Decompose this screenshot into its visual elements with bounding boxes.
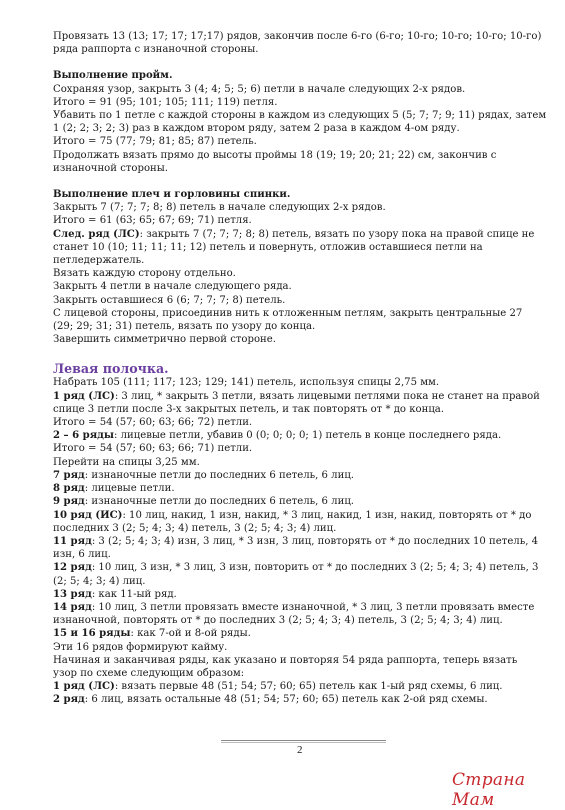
- row-label: 7 ряд: [53, 469, 85, 481]
- row-label: 12 ряд: [53, 562, 92, 574]
- text-line: [53, 495, 533, 508]
- text-line: Эти 16 рядов формируют кайму.: [53, 641, 228, 653]
- text-line: Итого = 54 (57; 60; 63; 66; 72) петли.: [53, 417, 253, 429]
- text-line: станет 10 (10; 11; 11; 11; 12) петель и повернуть, отложив оставшиеся петли на: [53, 241, 483, 253]
- row-label: 9 ряд: [53, 496, 85, 508]
- row-text: : лицевые петли.: [84, 483, 175, 495]
- text-line: [53, 588, 533, 601]
- row-label: 15 и 16 ряды: [53, 628, 131, 640]
- text-line: Закрыть 7 (7; 7; 7; 8; 8) петель в начале следующих 2-х рядов.: [53, 202, 386, 214]
- text-line: Сохраняя узор, закрыть 3 (4; 4; 5; 5; 6) петли в начале следующих 2-х рядов.: [53, 83, 466, 95]
- text-line: Убавить по 1 петле с каждой стороны в каждом из следующих 5 (5; 7; 7; 9; 11) рядах, затем: [53, 110, 547, 122]
- footer-divider: [221, 740, 386, 741]
- row-text: : закрыть 7 (7; 7; 7; 8; 8) петель, вязать по узору пока на правой спице не: [139, 228, 535, 240]
- text-line: [53, 601, 533, 614]
- row-text: : 6 лиц, вязать остальные 48 (51; 54; 57; 60; 65) петель как 2-ой ряд схемы.: [84, 694, 488, 706]
- text-line: (29; 29; 31; 31) петель, вязать по узору до конца.: [53, 321, 316, 333]
- text-line: [53, 627, 533, 640]
- text-line: Итого = 75 (77; 79; 81; 85; 87) петель.: [53, 136, 257, 148]
- text-line: [53, 509, 533, 522]
- row-text: : 3 (2; 5; 4; 3; 4) изн, 3 лиц, * 3 изн, 3 лиц, повторять от * до последних 10 петель, 4: [91, 535, 539, 547]
- text-line: 1 (2; 2; 3; 2; 3) раз в каждом втором ряду, затем 2 раза в каждом 4-ом ряду.: [53, 123, 460, 135]
- section-heading-left-front: Левая полочка.: [53, 361, 169, 377]
- row-label: 2 ряд: [53, 694, 85, 706]
- text-line: [53, 680, 533, 693]
- section-heading-armholes: Выполнение пройм.: [53, 70, 173, 82]
- text-line: изн, 6 лиц.: [53, 549, 111, 561]
- text-line: [53, 482, 533, 495]
- text-line: узор по схеме следующим образом:: [53, 667, 245, 679]
- text-line: [53, 469, 533, 482]
- row-text: : изнаночные петли до последних 6 петель, 6 лиц.: [84, 496, 355, 508]
- text-line: Итого = 54 (57; 60; 63; 66; 71) петли.: [53, 443, 253, 455]
- document-page: [53, 30, 547, 707]
- text-line: Провязать 13 (13; 17; 17; 17;17) рядов, закончив после 6-го (6-го; 10-го; 10-го; 10-го; 10-го): [53, 31, 542, 42]
- row-label: 2 – 6 ряды: [53, 430, 114, 442]
- watermark-logo: Страна Мам: [452, 770, 526, 810]
- text-line: [53, 429, 533, 442]
- text-line: Вязать каждую сторону отдельно.: [53, 268, 236, 280]
- footer-divider: [221, 742, 386, 743]
- text-line: Перейти на спицы 3,25 мм.: [53, 456, 200, 468]
- text-line: С лицевой стороны, присоединив нить к отложенным петлям, закрыть центральные 27: [53, 307, 523, 319]
- page-number: 2: [297, 744, 303, 756]
- text-line: петледержатель.: [53, 255, 145, 267]
- text-line: Завершить симметрично первой стороне.: [53, 334, 276, 346]
- text-line: Продолжать вязать прямо до высоты проймы 18 (19; 19; 20; 21; 22) см, закончив с: [53, 149, 497, 161]
- text-line: последних 3 (2; 5; 4; 3; 4) петель, 3 (2; 5; 4; 3; 4) лиц.: [53, 522, 337, 534]
- text-line: Набрать 105 (111; 117; 123; 129; 141) петель, используя спицы 2,75 мм.: [53, 377, 440, 389]
- text-line: Итого = 61 (63; 65; 67; 69; 71) петля.: [53, 215, 252, 227]
- text-line: Закрыть 4 петли в начале следующего ряда.: [53, 281, 292, 293]
- row-text: : вязать первые 48 (51; 54; 57; 60; 65) петель как 1-ый ряд схемы, 6 лиц.: [114, 681, 503, 693]
- row-text: : 10 лиц, 3 петли провязать вместе изнаночной, * 3 лиц, 3 петли провязать вместе: [91, 601, 535, 613]
- row-text: : изнаночные петли до последних 6 петель, 6 лиц.: [84, 469, 355, 481]
- row-label: 11 ряд: [53, 535, 92, 547]
- row-text: : как 7-ой и 8-ой ряды.: [130, 628, 251, 640]
- row-text: : 3 лиц, * закрыть 3 петли, вязать лицевыми петлями пока не станет на правой: [114, 390, 540, 402]
- row-label: 1 ряд (ЛС): [53, 390, 115, 402]
- text-line: [53, 561, 539, 574]
- row-label: 8 ряд: [53, 483, 85, 495]
- row-text: : 10 лиц, 3 изн, * 3 лиц, 3 изн, повторить от * до последних 3 (2; 5; 4; 3; 4) петель, 3: [91, 562, 539, 574]
- row-text: : лицевые петли, убавив 0 (0; 0; 0; 0; 1) петель в конце последнего ряда.: [114, 430, 502, 442]
- row-label: 10 ряд (ИС): [53, 509, 123, 521]
- text-line: ряда раппорта с изнаночной стороны.: [53, 44, 259, 56]
- row-label: 1 ряд (ЛС): [53, 681, 115, 693]
- text-line: Итого = 91 (95; 101; 105; 111; 119) петля.: [53, 96, 278, 108]
- text-line: [53, 228, 533, 241]
- section-heading-shoulders: Выполнение плеч и горловины спинки.: [53, 189, 291, 201]
- row-label: 13 ряд: [53, 588, 92, 600]
- text-line: [53, 535, 539, 548]
- row-label: След. ряд (ЛС): [53, 228, 140, 240]
- text-line: (2; 5; 4; 3; 4) лиц.: [53, 575, 146, 587]
- row-text: : 10 лиц, накид, 1 изн, накид, * 3 лиц, накид, 1 изн, накид, повторять от * до: [122, 509, 532, 521]
- row-text: : как 11-ый ряд.: [91, 588, 177, 600]
- text-line: [53, 390, 540, 403]
- row-label: 14 ряд: [53, 601, 92, 613]
- text-line: изнаночной, повторять от * до последних 3 (2; 5; 4; 3; 4) петель, 3 (2; 5; 4; 3; 4) лиц.: [53, 615, 503, 627]
- text-line: Начиная и заканчивая ряды, как указано и повторяя 54 ряда раппорта, теперь вязать: [53, 654, 518, 666]
- text-line: Закрыть оставшиеся 6 (6; 7; 7; 7; 8) петель.: [53, 294, 286, 306]
- text-line: изнаночной стороны.: [53, 162, 169, 174]
- text-line: спице 3 петли после 3-х закрытых петель, и так повторять от * до конца.: [53, 403, 445, 415]
- text-line: [53, 693, 533, 706]
